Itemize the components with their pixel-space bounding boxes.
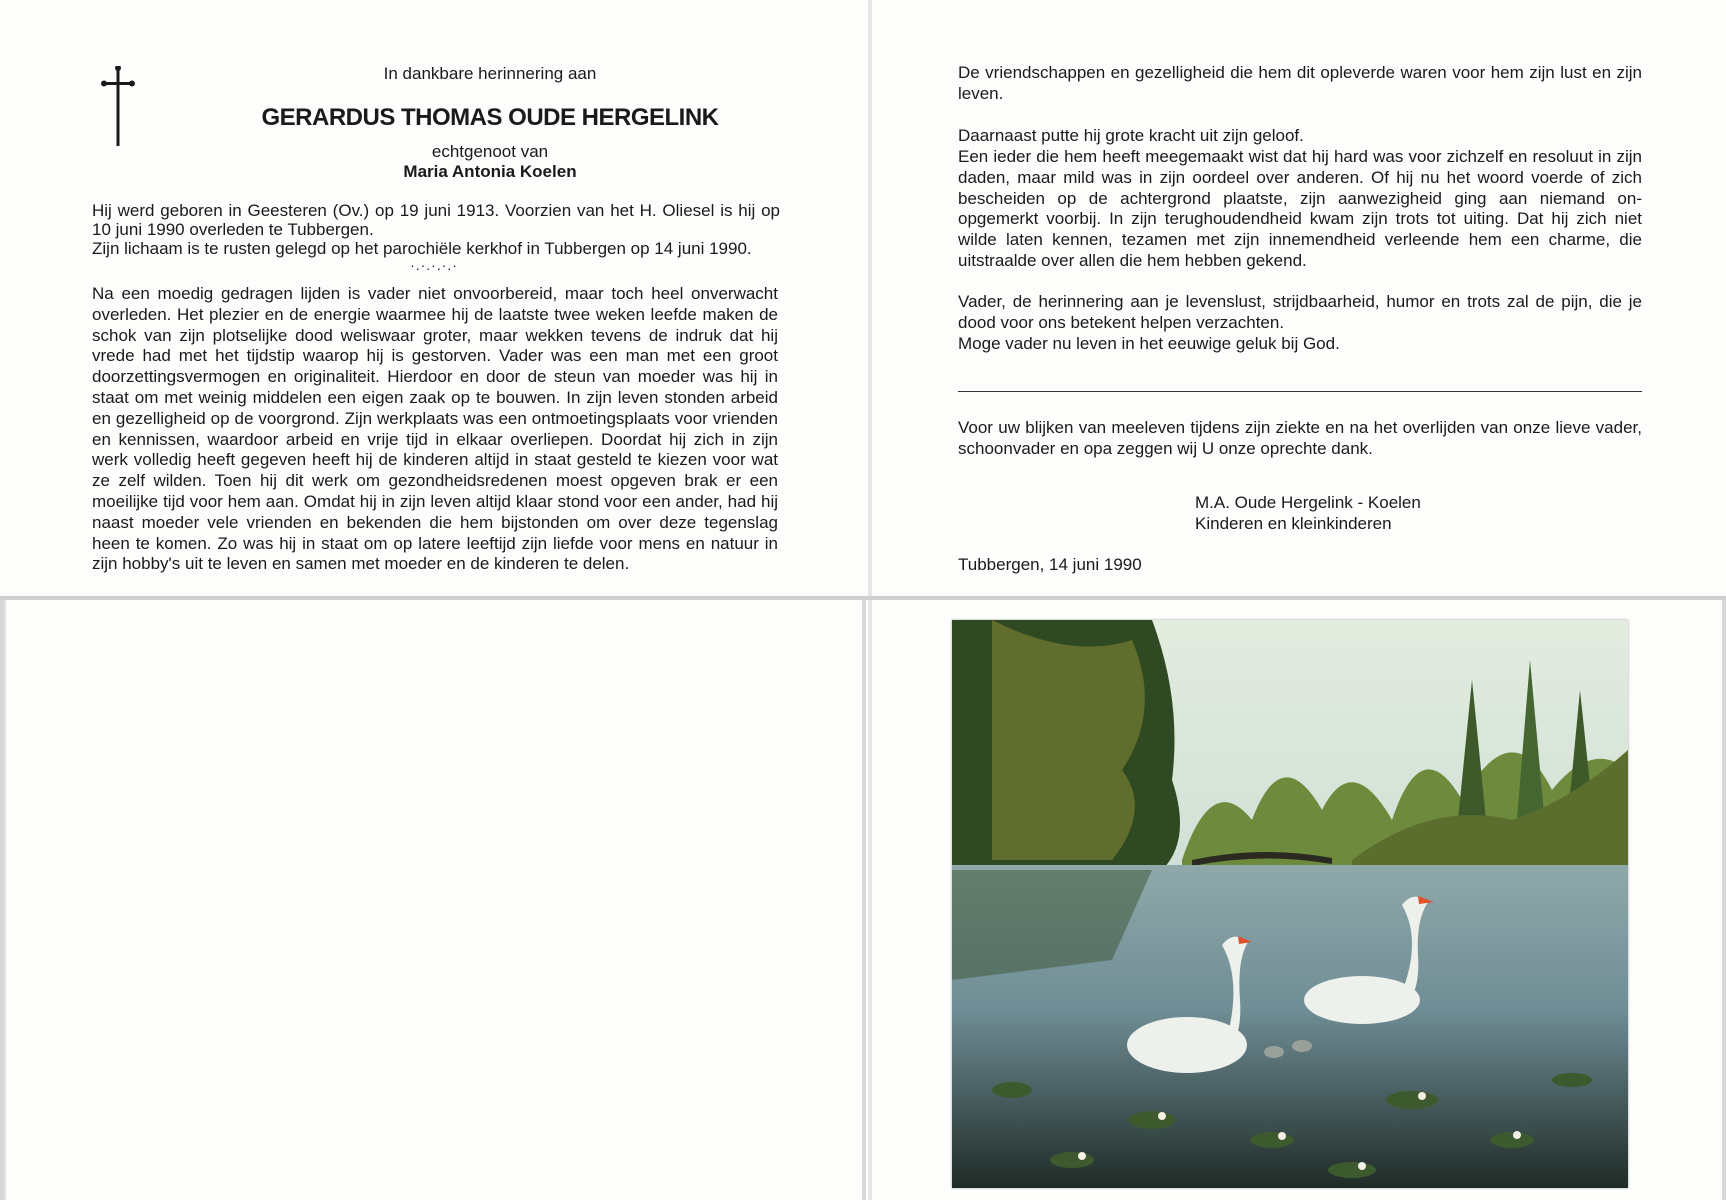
swans-painting <box>952 620 1628 1188</box>
ornament-divider: ·.·.·.·.· <box>410 257 458 273</box>
thanks-paragraph: Voor uw blijken van meeleven tijdens zijn ziekte en na het overlijden van onze lieve vader, schoonvader en opa zeggen wij U onze oprechte dank. <box>958 418 1642 458</box>
blank-back-page <box>4 600 862 1200</box>
spouse-label: echtgenoot van <box>431 142 549 161</box>
signature-block <box>1195 492 1421 534</box>
swans-painting-image <box>952 620 1628 1188</box>
wish-line: Moge vader nu leven in het eeuwige geluk bij God. <box>958 334 1340 353</box>
intro-line: In dankbare herinnering aan <box>383 64 597 83</box>
cross-icon <box>100 66 136 146</box>
faith-line: Daarnaast putte hij grote kracht uit zijn geloof. <box>958 126 1304 145</box>
deceased-name: GERARDUS THOMAS OUDE HERGELINK <box>261 104 719 131</box>
memory-paragraph: Vader, de herinnering aan je levenslust, strijdbaarheid, humor en trots zal de pijn, die je dood voor ons betekent helpen verzachten. <box>958 292 1642 332</box>
horizontal-fold <box>0 596 1726 600</box>
character-paragraph: Een ieder die hem heeft meegemaakt wist dat hij hard was voor zichzelf en resoluut in zijn daden, maar mild was in zijn oordeel over anderen. Of hij nu het woord voerde of zich bescheiden op de achtergrond plaatste, zijn aanwezigheid ging aan niemand on-opgemerkt voorbij. In zijn terughoudendheid kwam zijn trots tot uiting. Dat hij zich niet wilde laten kennen, tezamen met zijn innemendheid verleende hem een charme, die uitstraalde over allen die hem hebben gekend. <box>958 147 1642 270</box>
signature-line-2: Kinderen en kleinkinderen <box>1195 514 1392 533</box>
separator-line <box>958 391 1642 392</box>
birth-death-paragraph: Hij werd geboren in Geesteren (Ov.) op 19 juni 1913. Voorzien van het H. Oliesel is hij op 10 juni 1990 overleden te Tubbergen. <box>92 201 780 239</box>
friendships-paragraph: De vriendschappen en gezelligheid die hem dit opleverde waren voor hem zijn lust en zijn leven. <box>958 63 1642 103</box>
place-date: Tubbergen, 14 juni 1990 <box>958 555 1142 574</box>
signature-line-1: M.A. Oude Hergelink - Koelen <box>1195 493 1421 512</box>
memorial-card-left-page <box>0 0 868 596</box>
vertical-fold <box>868 0 872 1200</box>
spouse-name: Maria Antonia Koelen <box>403 162 577 181</box>
burial-paragraph: Zijn lichaam is te rusten gelegd op het parochiële kerkhof in Tubbergen op 14 juni 1990. <box>92 239 752 258</box>
memorial-card-right-page <box>872 0 1726 596</box>
painting-page <box>866 600 1722 1200</box>
biography-paragraph: Na een moedig gedragen lijden is vader niet onvoorbereid, maar toch heel onverwacht overleden. Het plezier en de energie waarmee hij de laatste twee weken leefde maken de schok van zijn plotselijke dood weliswaar groter, maar wekken tevens de indruk dat hij vrede had met het tijdstip waarop hij is gestorven. Vader was een man met een groot doorzettingsvermogen en originaliteit. Hierdoor en door de steun van moeder was hij in staat om met weinig middelen een eigen zaak op te bouwen. In zijn leven stonden arbeid en gezelligheid op de voorgrond. Zijn werkplaats was een ontmoetingsplaats voor vrienden en kennissen, waardoor arbeid en vrije tijd in elkaar overliepen. Doordat hij zich in zijn werk volledig heeft gegeven heeft hij de kinderen altijd in staat gesteld te kiezen voor wat ze zelf wilden. Toen hij dit werk om gezondheidsredenen moest opgeven brak er een moeilijke tijd voor hem aan. Omdat hij in zijn leven altijd klaar stond voor een ander, had hij naast moeder vele vrienden en bekenden die hem bijstonden om over deze tegenslag heen te komen. Zo was hij in staat om op latere leeftijd zijn liefde voor mens en natuur in zijn hobby's uit te leven en samen met moeder en de kinderen te delen. <box>92 284 778 574</box>
